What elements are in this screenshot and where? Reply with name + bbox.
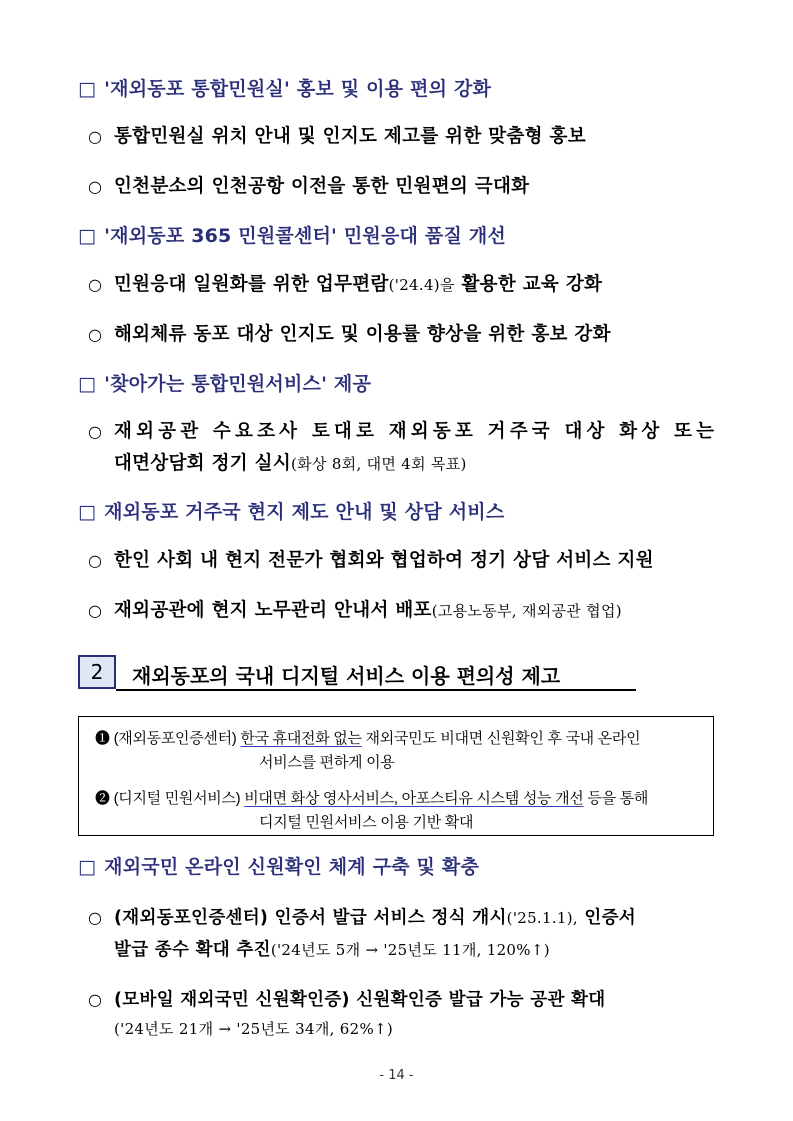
circle-bullet-icon: ○ — [88, 422, 103, 441]
circle-bullet-icon: ○ — [88, 551, 103, 570]
circle-bullet-icon: ○ — [88, 177, 103, 196]
bullet-item: ○ 해외체류 동포 대상 인지도 및 이용률 향상을 위한 홍보 강화 — [88, 324, 611, 345]
square-bullet-icon: □ — [78, 225, 97, 247]
heading-local-consulting: □ 재외동포 거주국 현지 제도 안내 및 상담 서비스 — [78, 501, 505, 523]
square-bullet-icon: □ — [78, 501, 97, 523]
square-bullet-icon: □ — [78, 78, 97, 100]
bullet-item: ○ 민원응대 일원화를 위한 업무편람('24.4)을 활용한 교육 강화 — [88, 274, 603, 295]
square-bullet-icon: □ — [78, 856, 97, 878]
circle-bullet-icon: ○ — [88, 908, 103, 927]
square-bullet-icon: □ — [78, 373, 97, 395]
heading-promotion: □ '재외동포 통합민원실' 홍보 및 이용 편의 강화 — [78, 78, 492, 100]
section-title: 재외동포의 국내 디지털 서비스 이용 편의성 제고 — [132, 664, 561, 688]
bullet-item: ○ 재외공관에 현지 노무관리 안내서 배포(고용노동부, 재외공관 협업) — [88, 600, 622, 621]
heading-visiting-service: □ '찾아가는 통합민원서비스' 제공 — [78, 373, 372, 395]
bullet-item: ○ 재외공관 수요조사 토대로 재외동포 거주국 대상 화상 또는 — [88, 421, 719, 442]
circle-bullet-icon: ○ — [88, 325, 103, 344]
page-number: - 14 - — [379, 1068, 414, 1083]
bullet-item: ○ (재외동포인증센터) 인증서 발급 서비스 정식 개시('25.1.1), 인증서 — [88, 908, 637, 928]
section-number: 2 — [78, 655, 116, 689]
bullet-continuation: 대면상담회 정기 실시(화상 8회, 대면 4회 목표) — [114, 453, 467, 474]
summary-item-2-cont: 디지털 민원서비스 이용 기반 확대 — [259, 814, 474, 831]
heading-online-id: □ 재외국민 온라인 신원확인 체계 구축 및 확충 — [78, 856, 480, 878]
summary-item-2: ❷ (디지털 민원서비스) 비대면 화상 영사서비스, 아포스티유 시스템 성능 개선 등을 통해 — [95, 790, 649, 807]
circle-bullet-icon: ○ — [88, 990, 103, 1009]
circle-bullet-icon: ○ — [88, 275, 103, 294]
summary-box — [78, 716, 714, 836]
bullet-item: ○ (모바일 재외국민 신원확인증) 신원확인증 발급 가능 공관 확대 — [88, 990, 606, 1010]
bullet-item: ○ 통합민원실 위치 안내 및 인지도 제고를 위한 맞춤형 홍보 — [88, 126, 586, 147]
circle-bullet-icon: ○ — [88, 127, 103, 146]
bullet-continuation: ('24년도 21개 → '25년도 34개, 62%↑) — [114, 1020, 394, 1038]
bullet-continuation: 발급 종수 확대 추진('24년도 5개 → '25년도 11개, 120%↑) — [114, 940, 550, 960]
section-underline — [116, 689, 636, 691]
circle-bullet-icon: ○ — [88, 601, 103, 620]
bullet-item: ○ 한인 사회 내 현지 전문가 협회와 협업하여 정기 상담 서비스 지원 — [88, 550, 654, 571]
bullet-item: ○ 인천분소의 인천공항 이전을 통한 민원편의 극대화 — [88, 176, 530, 197]
summary-item-1-cont: 서비스를 편하게 이용 — [259, 754, 395, 771]
summary-item-1: ❶ (재외동포인증센터) 한국 휴대전화 없는 재외국민도 비대면 신원확인 후 국내 온라인 — [95, 730, 641, 747]
heading-callcenter: □ '재외동포 365 민원콜센터' 민원응대 품질 개선 — [78, 225, 506, 247]
